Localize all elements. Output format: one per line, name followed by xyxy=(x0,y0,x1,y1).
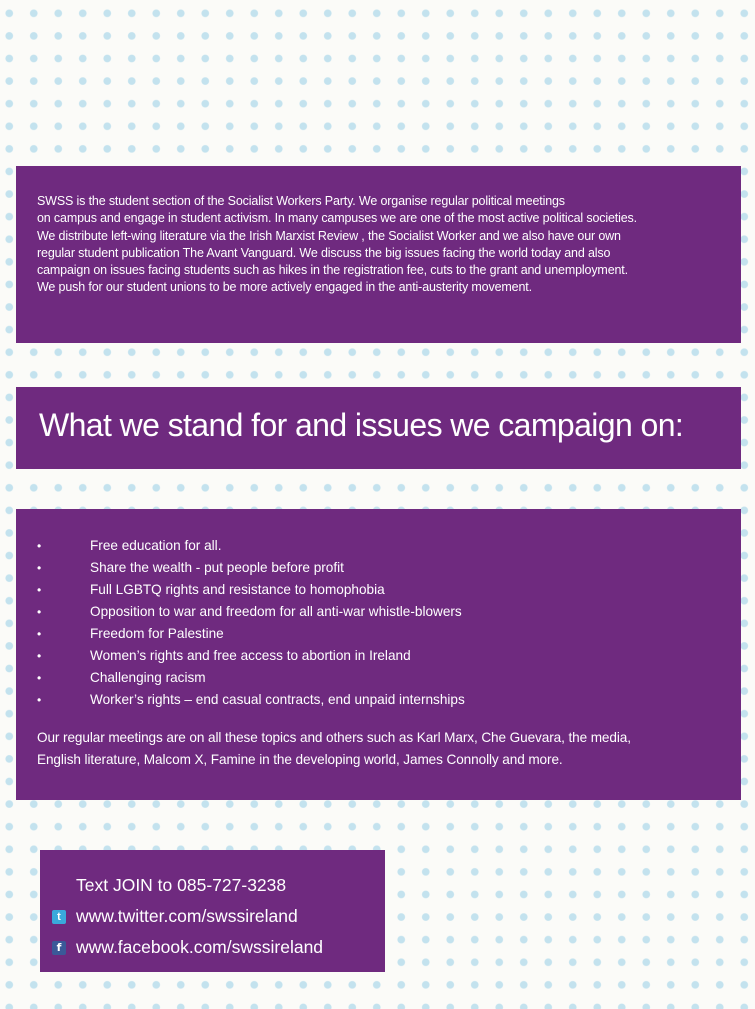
list-item xyxy=(37,623,729,645)
bullet: • xyxy=(37,605,42,619)
twitter-link[interactable]: www.twitter.com/swssireland xyxy=(76,906,298,926)
list-item-text: Full LGBTQ rights and resistance to homophobia xyxy=(90,582,385,597)
list-item xyxy=(37,579,729,601)
issues-list xyxy=(37,535,729,711)
list-item-text: Opposition to war and freedom for all anti-war whistle-blowers xyxy=(90,604,462,619)
intro-line: SWSS is the student section of the Socialist Workers Party. We organise regular political meetings xyxy=(37,194,565,208)
bullet: • xyxy=(37,539,42,553)
bullet: • xyxy=(37,693,42,707)
list-item xyxy=(37,689,729,711)
list-item xyxy=(37,535,729,557)
bullet: • xyxy=(37,671,42,685)
bullet: • xyxy=(37,627,42,641)
intro-paragraph xyxy=(37,193,729,297)
twitter-icon: t xyxy=(52,910,66,924)
bullet: • xyxy=(37,583,42,597)
list-item xyxy=(37,601,729,623)
contact-panel xyxy=(40,850,385,972)
bullet: • xyxy=(37,561,42,575)
section-heading: What we stand for and issues we campaign on: xyxy=(39,407,684,443)
intro-line: campaign on issues facing students such as hikes in the registration fee, cuts to the grant and unemployment. xyxy=(37,263,628,278)
list-item-text: Challenging racism xyxy=(90,670,206,685)
intro-line: We push for our student unions to be more actively engaged in the anti-austerity movement. xyxy=(37,280,532,295)
facebook-row[interactable] xyxy=(56,932,385,963)
heading-panel xyxy=(16,387,741,469)
twitter-row[interactable] xyxy=(57,901,385,932)
intro-line: on campus and engage in student activism. In many campuses we are one of the most active political societies. xyxy=(37,211,637,226)
facebook-link[interactable]: www.facebook.com/swssireland xyxy=(76,937,324,957)
list-item-text: Share the wealth - put people before profit xyxy=(90,560,344,575)
intro-line: regular student publication The Avant Vanguard. We discuss the big issues facing the world today and also xyxy=(37,245,611,260)
list-item-text: Women’s rights and free access to abortion in Ireland xyxy=(90,648,411,663)
list-item xyxy=(37,645,729,667)
issues-panel xyxy=(16,509,741,800)
intro-panel xyxy=(16,166,741,343)
bullet: • xyxy=(37,649,42,663)
meetings-line: Our regular meetings are on all these topics and others such as Karl Marx, Che Guevara, the media, xyxy=(37,730,631,745)
meetings-line: English literature, Malcom X, Famine in the developing world, James Connolly and more. xyxy=(37,752,563,767)
list-item-text: Worker’s rights – end casual contracts, end unpaid internships xyxy=(90,692,465,707)
meetings-paragraph xyxy=(37,727,729,771)
text-join-label: Text JOIN to 085-727-3238 xyxy=(76,875,287,895)
list-item xyxy=(37,557,729,579)
facebook-icon: f xyxy=(52,941,66,955)
text-join-row xyxy=(76,870,385,901)
list-item-text: Freedom for Palestine xyxy=(90,626,224,641)
list-item xyxy=(37,667,729,689)
intro-line: We distribute left-wing literature via the Irish Marxist Review , the Socialist Worker and we also have our own xyxy=(37,228,621,243)
list-item-text: Free education for all. xyxy=(90,538,222,553)
